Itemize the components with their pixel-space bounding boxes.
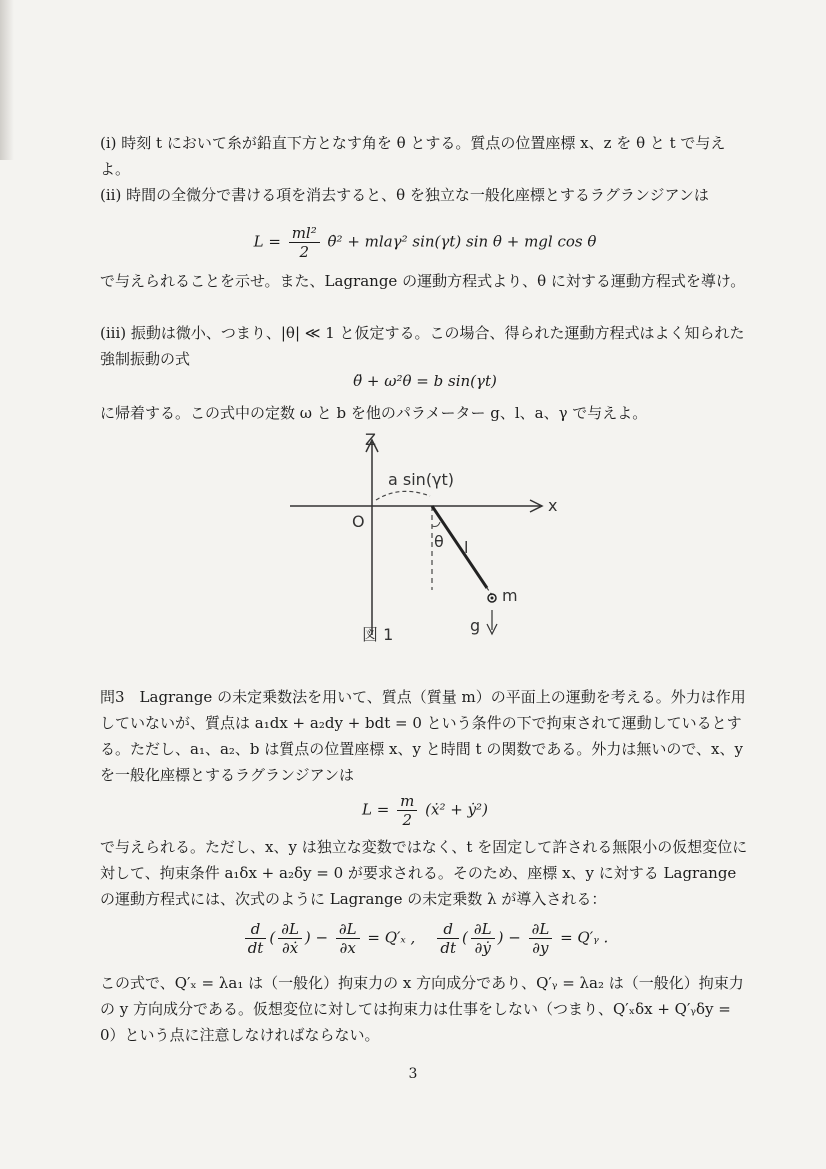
paragraph-iii: (iii) 振動は微小、つまり、|θ| ≪ 1 と仮定する。この場合、得られた運動方程式はよく知られた強制振動の式	[100, 324, 745, 368]
figure-pendulum	[280, 430, 570, 650]
figure-caption: 図 1	[362, 625, 394, 644]
equation-euler-lagrange: $\frac{d}{dt}$ ( $\frac{\partial L}{\text{∂ẋ}}$ ) − $\frac{\partial L}{\partial x}$ = Q′ₓ , $\frac{d}{dt}$ ( $\frac{\partial L}{\text{∂ẏ}}$ ) − $\frac{\partial L}{\partial y}$ = Q′ᵧ .	[100, 920, 750, 957]
page-number: 3	[408, 1066, 418, 1082]
equation-lagrangian-1	[100, 224, 750, 261]
length-label: l	[464, 538, 469, 557]
gravity-label: g	[470, 616, 481, 635]
eq-fraction: $\frac{\text{ml²}}{2}$	[289, 224, 320, 261]
support-position-label: a sin(γt)	[388, 470, 455, 489]
equation-forced-oscillation: θ̈ + ω²θ = b sin(γt)	[353, 372, 497, 390]
theta-label: θ	[434, 532, 444, 551]
paragraph-ii-cont: で与えられることを示せ。また、Lagrange の運動方程式より、θ に対する運動方程式を導け。	[100, 272, 746, 290]
eq-terms: θ̇² + mlaγ² sin(γt) sin θ + mgl cos θ	[327, 232, 597, 251]
eq-terms: (ẋ² + ẏ²)	[425, 800, 488, 819]
eq-lhs: L =	[253, 232, 281, 251]
problem-3-intro: 問3 Lagrange の未定乗数法を用いて、質点（質量 m）の平面上の運動を考える。外力は作用していないが、質点は a₁dx + a₂dy + bdt = 0 という条件の下で拘束されて運動しているとする。ただし、a₁、a₂、b は質点の位置座標 x、y と時間 t の関数である。外力は無いので、x、y を一般化座標とするラグランジアンは	[100, 688, 746, 784]
mass-center	[491, 597, 494, 600]
support-displacement	[376, 491, 430, 500]
eq-lhs: L =	[362, 800, 390, 819]
paragraph-i: (i) 時刻 t において糸が鉛直下方となす角を θ とする。質点の位置座標 x、z を θ と t で与えよ。	[100, 134, 726, 178]
pendulum-diagram	[280, 430, 570, 650]
eq-fraction: $\frac{m}{2}$	[397, 792, 417, 829]
problem-3-constraint: で与えられる。ただし、x、y は独立な変数ではなく、t を固定して許される無限小の仮想変位に対して、拘束条件 a₁δx + a₂δy = 0 が要求される。そのため、座標 x、y に対する Lagrange の運動方程式には、次式のように Lagrange の未定乗数 λ が導入される：	[100, 838, 748, 908]
scan-shadow	[0, 0, 14, 160]
origin-label: O	[352, 512, 365, 531]
mass-label: m	[502, 586, 518, 605]
paragraph-ii: (ii) 時間の全微分で書ける項を消去すると、θ を独立な一般化座標とするラグランジアンは	[100, 186, 709, 204]
x-axis-label: x	[548, 496, 558, 515]
problem-3-notes: この式で、Q′ₓ = λa₁ は（一般化）拘束力の x 方向成分であり、Q′ᵧ = λa₂ は（一般化）拘束力の y 方向成分である。仮想変位に対しては拘束力は仕事をしない（つまり、Q′ₓδx + Q′ᵧδy = 0）という点に注意しなければならない。	[100, 974, 744, 1044]
theta-arc	[432, 522, 440, 527]
z-axis-label: Z	[365, 430, 376, 449]
equation-lagrangian-2	[100, 792, 750, 829]
paragraph-iii-cont: に帰着する。この式中の定数 ω と b を他のパラメーター g、l、a、γ で与えよ。	[100, 404, 648, 422]
